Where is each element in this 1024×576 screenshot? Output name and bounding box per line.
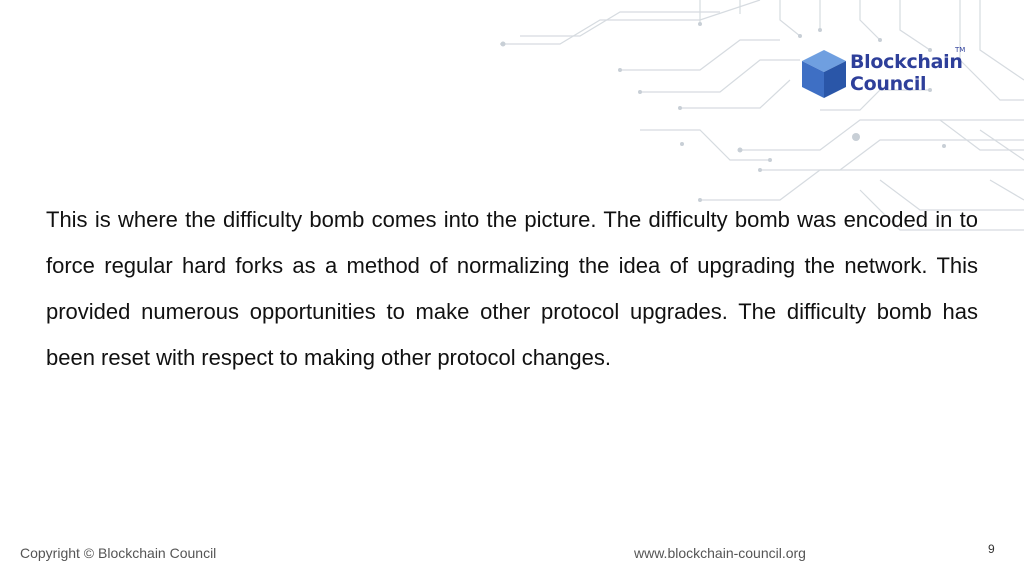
trademark-mark: TM xyxy=(955,46,966,54)
logo-line-2: Council xyxy=(850,73,927,95)
body-paragraph: This is where the difficulty bomb comes into the picture. The difficulty bomb was encoded in to force regular hard forks as a method of normalizing the idea of upgrading the network. This provided numerous opportunities to make other protocol upgrades. The difficulty bomb has been reset with respect to making other protocol changes. xyxy=(46,207,978,370)
website-link[interactable]: www.blockchain-council.org xyxy=(634,545,806,561)
blockchain-council-logo xyxy=(800,46,972,102)
logo-name xyxy=(850,51,963,95)
page-number: 9 xyxy=(988,542,995,556)
copyright-text: Copyright © Blockchain Council xyxy=(20,545,217,561)
logo-line-1: Blockchain xyxy=(850,51,963,73)
cube-icon xyxy=(800,48,848,100)
